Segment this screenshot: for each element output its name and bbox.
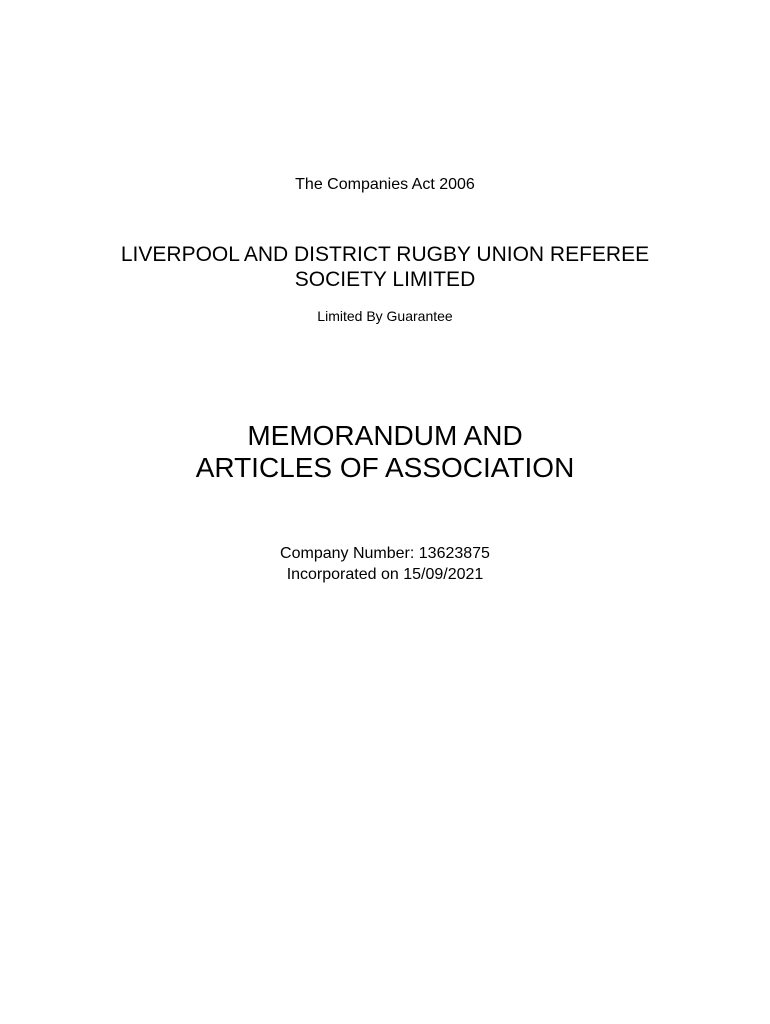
company-name: [0, 242, 770, 292]
company-name-line-1: LIVERPOOL AND DISTRICT RUGBY UNION REFEREE: [120, 243, 650, 266]
document-title-line-2: ARTICLES OF ASSOCIATION: [195, 452, 575, 483]
incorporation-date: Incorporated on 15/09/2021: [286, 566, 484, 583]
companies-act-heading: The Companies Act 2006: [295, 176, 475, 193]
company-number: Company Number: 13623875: [280, 545, 490, 562]
document-title: [0, 420, 770, 484]
document-title-line-1: MEMORANDUM AND: [247, 420, 523, 451]
company-type: Limited By Guarantee: [317, 308, 453, 324]
company-name-line-2: SOCIETY LIMITED: [294, 268, 476, 291]
